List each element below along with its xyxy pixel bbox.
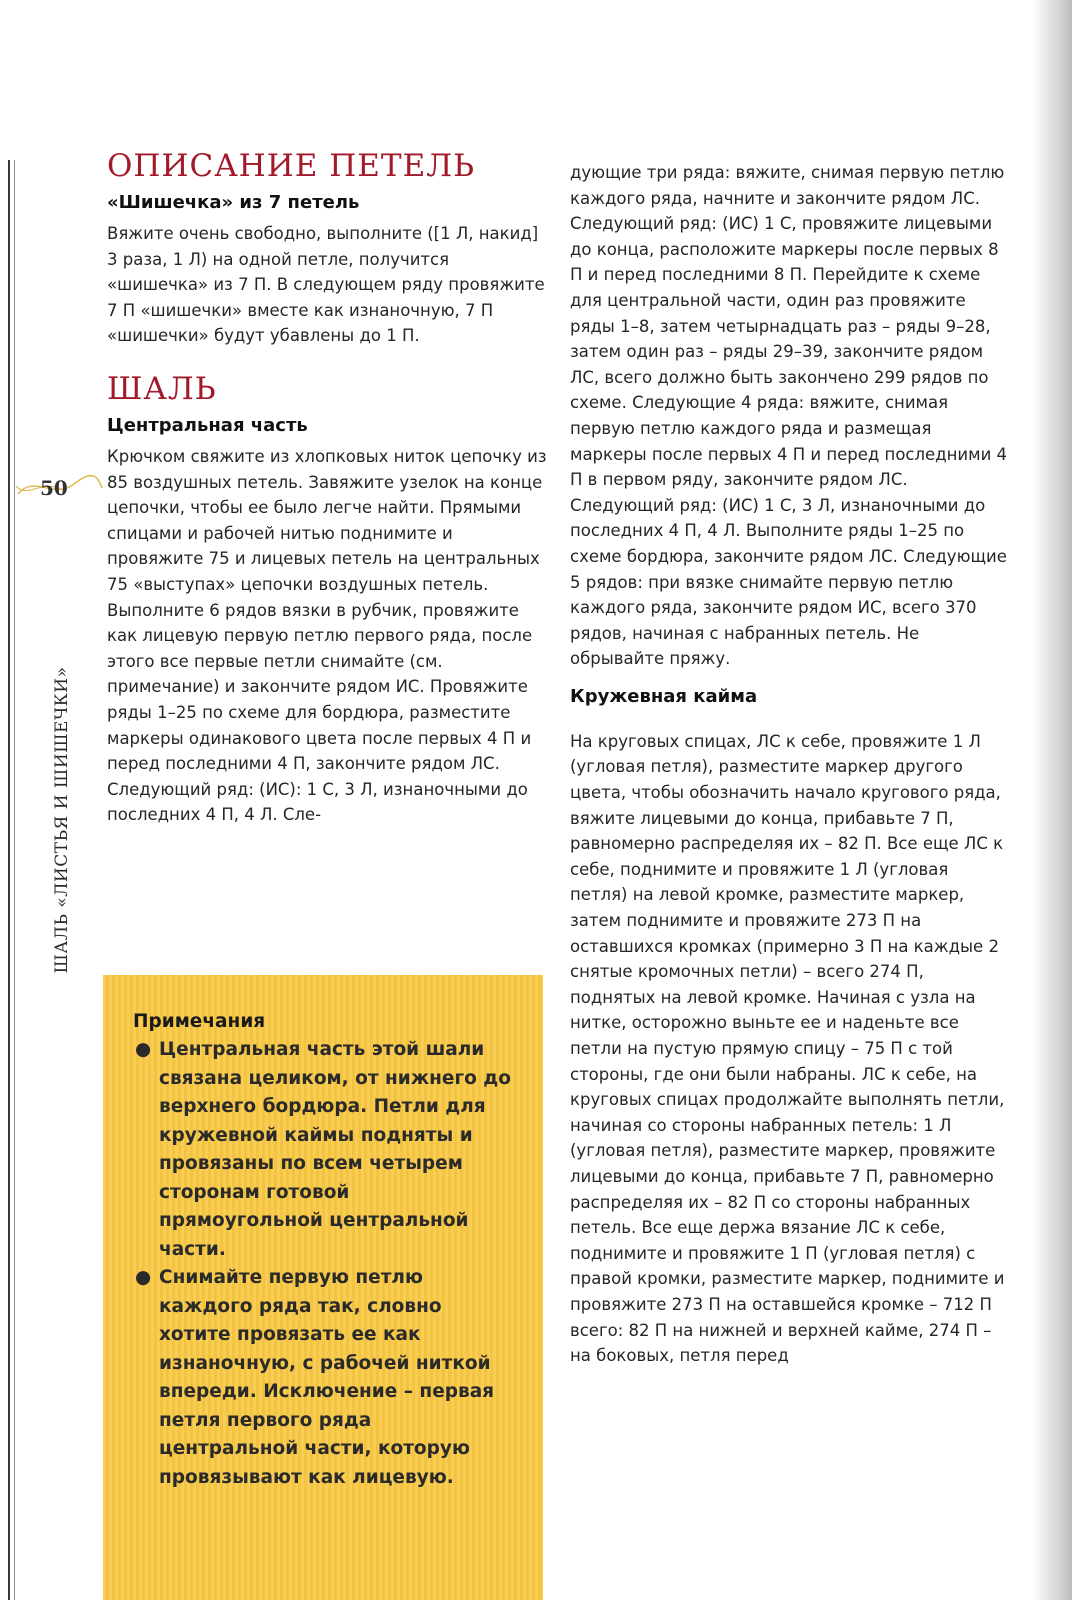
running-title-vertical: ШАЛЬ «ЛИСТЬЯ И ШИШЕЧКИ» [52, 666, 72, 974]
lace-edging-instructions: На круговых спицах, ЛС к себе, провяжите 1 Л (угловая петля), разместите маркер другого цвета, чтобы обозначить начало кругового ряда, вяжите лицевыми до конца, прибавьте 7 П, равномерно распределяя их – 82 П. Все еще ЛС к себе, поднимите и провяжите 1 Л (угловая петля) на левой кромке, разместите маркер, затем поднимите и провяжите 273 П на оставшихся кромках (примерно 3 П на каждые 2 снятые кромочных петли) – всего 274 П, поднятых на левой кромке. Начиная с узла на нитке, осторожно выньте ее и наденьте все петли на пустую прямую спицу – 75 П с той стороны, где они были набраны. ЛС к себе, на круговых спицах продолжайте выполнять петли, начиная со стороны набранных петель: 1 Л (угловая петля), разместите маркер, провяжите лицевыми до конца, прибавьте 7 П, равномерно распределяя их – 82 П со стороны набранных петель. Все еще держа вязание ЛС к себе, поднимите и провяжите 1 П (угловая петля) с правой кромки, разместите маркер, поднимите и провяжите 273 П на оставшейся кромке – 712 П всего: 82 П на нижней и верхней кайме, 274 П – на боковых, петля перед [570, 731, 1005, 1366]
bullet-icon: ● [135, 1267, 152, 1288]
note-text: Центральная часть этой шали связана целиком, от нижнего до верхнего бордюра. Петли для кружевной каймы подняты и провязаны по всем четырем сторонам готовой прямоугольной центральной части. [159, 1039, 511, 1260]
subheading-lace-edging: Кружевная кайма [570, 685, 758, 707]
section-title-stitches: ОПИСАНИЕ ПЕТЕЛЬ [107, 148, 475, 184]
notes-box [103, 975, 543, 1600]
note-text: Снимайте первую петлю каждого ряда так, словно хотите провязать ее как изнаночную, с рабочей ниткой впереди. Исключение – первая петля первого ряда центральной части, которую провязывают как лицевую. [159, 1267, 495, 1488]
center-panel-instructions: Крючком свяжите из хлопковых ниток цепочку из 85 воздушных петель. Завяжите узелок на конце цепочки, чтобы ее было легче найти. Прямыми спицами и рабочей нитью поднимите и провяжите 75 и лицевых петель на центральных 75 «выступах» цепочки воздушных петель. Выполните 6 рядов вязки в рубчик, провяжите как лицевую первую петлю первого ряда, после этого все первые петли снимайте (см. примечание) и закончите рядом ИС. Провяжите ряды 1–25 по схеме для бордюра, разместите маркеры одинакового цвета после первых 4 П и перед последними 4 П, закончите рядом ЛС. Следующий ряд: (ИС): 1 С, 3 Л, изнаночными до последних 4 П, 4 Л. Сле- [107, 446, 547, 825]
left-column [107, 148, 547, 828]
right-column [570, 160, 1010, 1369]
subheading-bobble: «Шишечка» из 7 петель [107, 192, 360, 213]
section-title-shawl: ШАЛЬ [107, 370, 217, 407]
bullet-icon: ● [135, 1039, 152, 1060]
margin-rule-thin [14, 160, 15, 1600]
notes-title: Примечания [133, 1011, 266, 1032]
page-edge-shadow [1032, 0, 1072, 1600]
margin-rule [8, 160, 10, 1600]
page-number: 50 [40, 476, 68, 500]
note-item [133, 1264, 513, 1492]
subheading-center-panel: Центральная часть [107, 414, 308, 436]
note-item [133, 1036, 513, 1264]
center-panel-continued: дующие три ряда: вяжите, снимая первую петлю каждого ряда, начните и закончите рядом ЛС. Следующий ряд: (ИС) 1 С, провяжите лицевыми до конца, расположите маркеры после первых 8 П и перед последними 8 П. Перейдите к схеме для центральной части, один раз провяжите ряды 1–8, затем четырнадцать раз – ряды 9–28, затем один раз – ряды 29–39, закончите рядом ЛС, всего должно быть закончено 299 рядов по схеме. Следующие 4 ряда: вяжите, снимая первую петлю каждого ряда и размещая маркеры после первых 4 П и перед последними 4 П в первом ряду, закончите рядом ЛС. Следующий ряд: (ИС) 1 С, 3 Л, изнаночными до последних 4 П, 4 Л. Выполните ряды 1–25 по схеме бордюра, закончите рядом ЛС. Следующие 5 рядов: при вязке снимайте первую петлю каждого ряда, закончите рядом ИС, всего 370 рядов, начиная с набранных петель. Не обрывайте пряжу. [570, 163, 1008, 669]
notes-list [133, 1036, 513, 1492]
bobble-instructions: Вяжите очень свободно, выполните ([1 Л, накид] 3 раза, 1 Л) на одной петле, получится «шишечка» из 7 П. В следующем ряду провяжите 7 П «шишечки» вместе как изнаночную, 7 П «шишечки» будут убавлены до 1 П. [107, 224, 545, 346]
